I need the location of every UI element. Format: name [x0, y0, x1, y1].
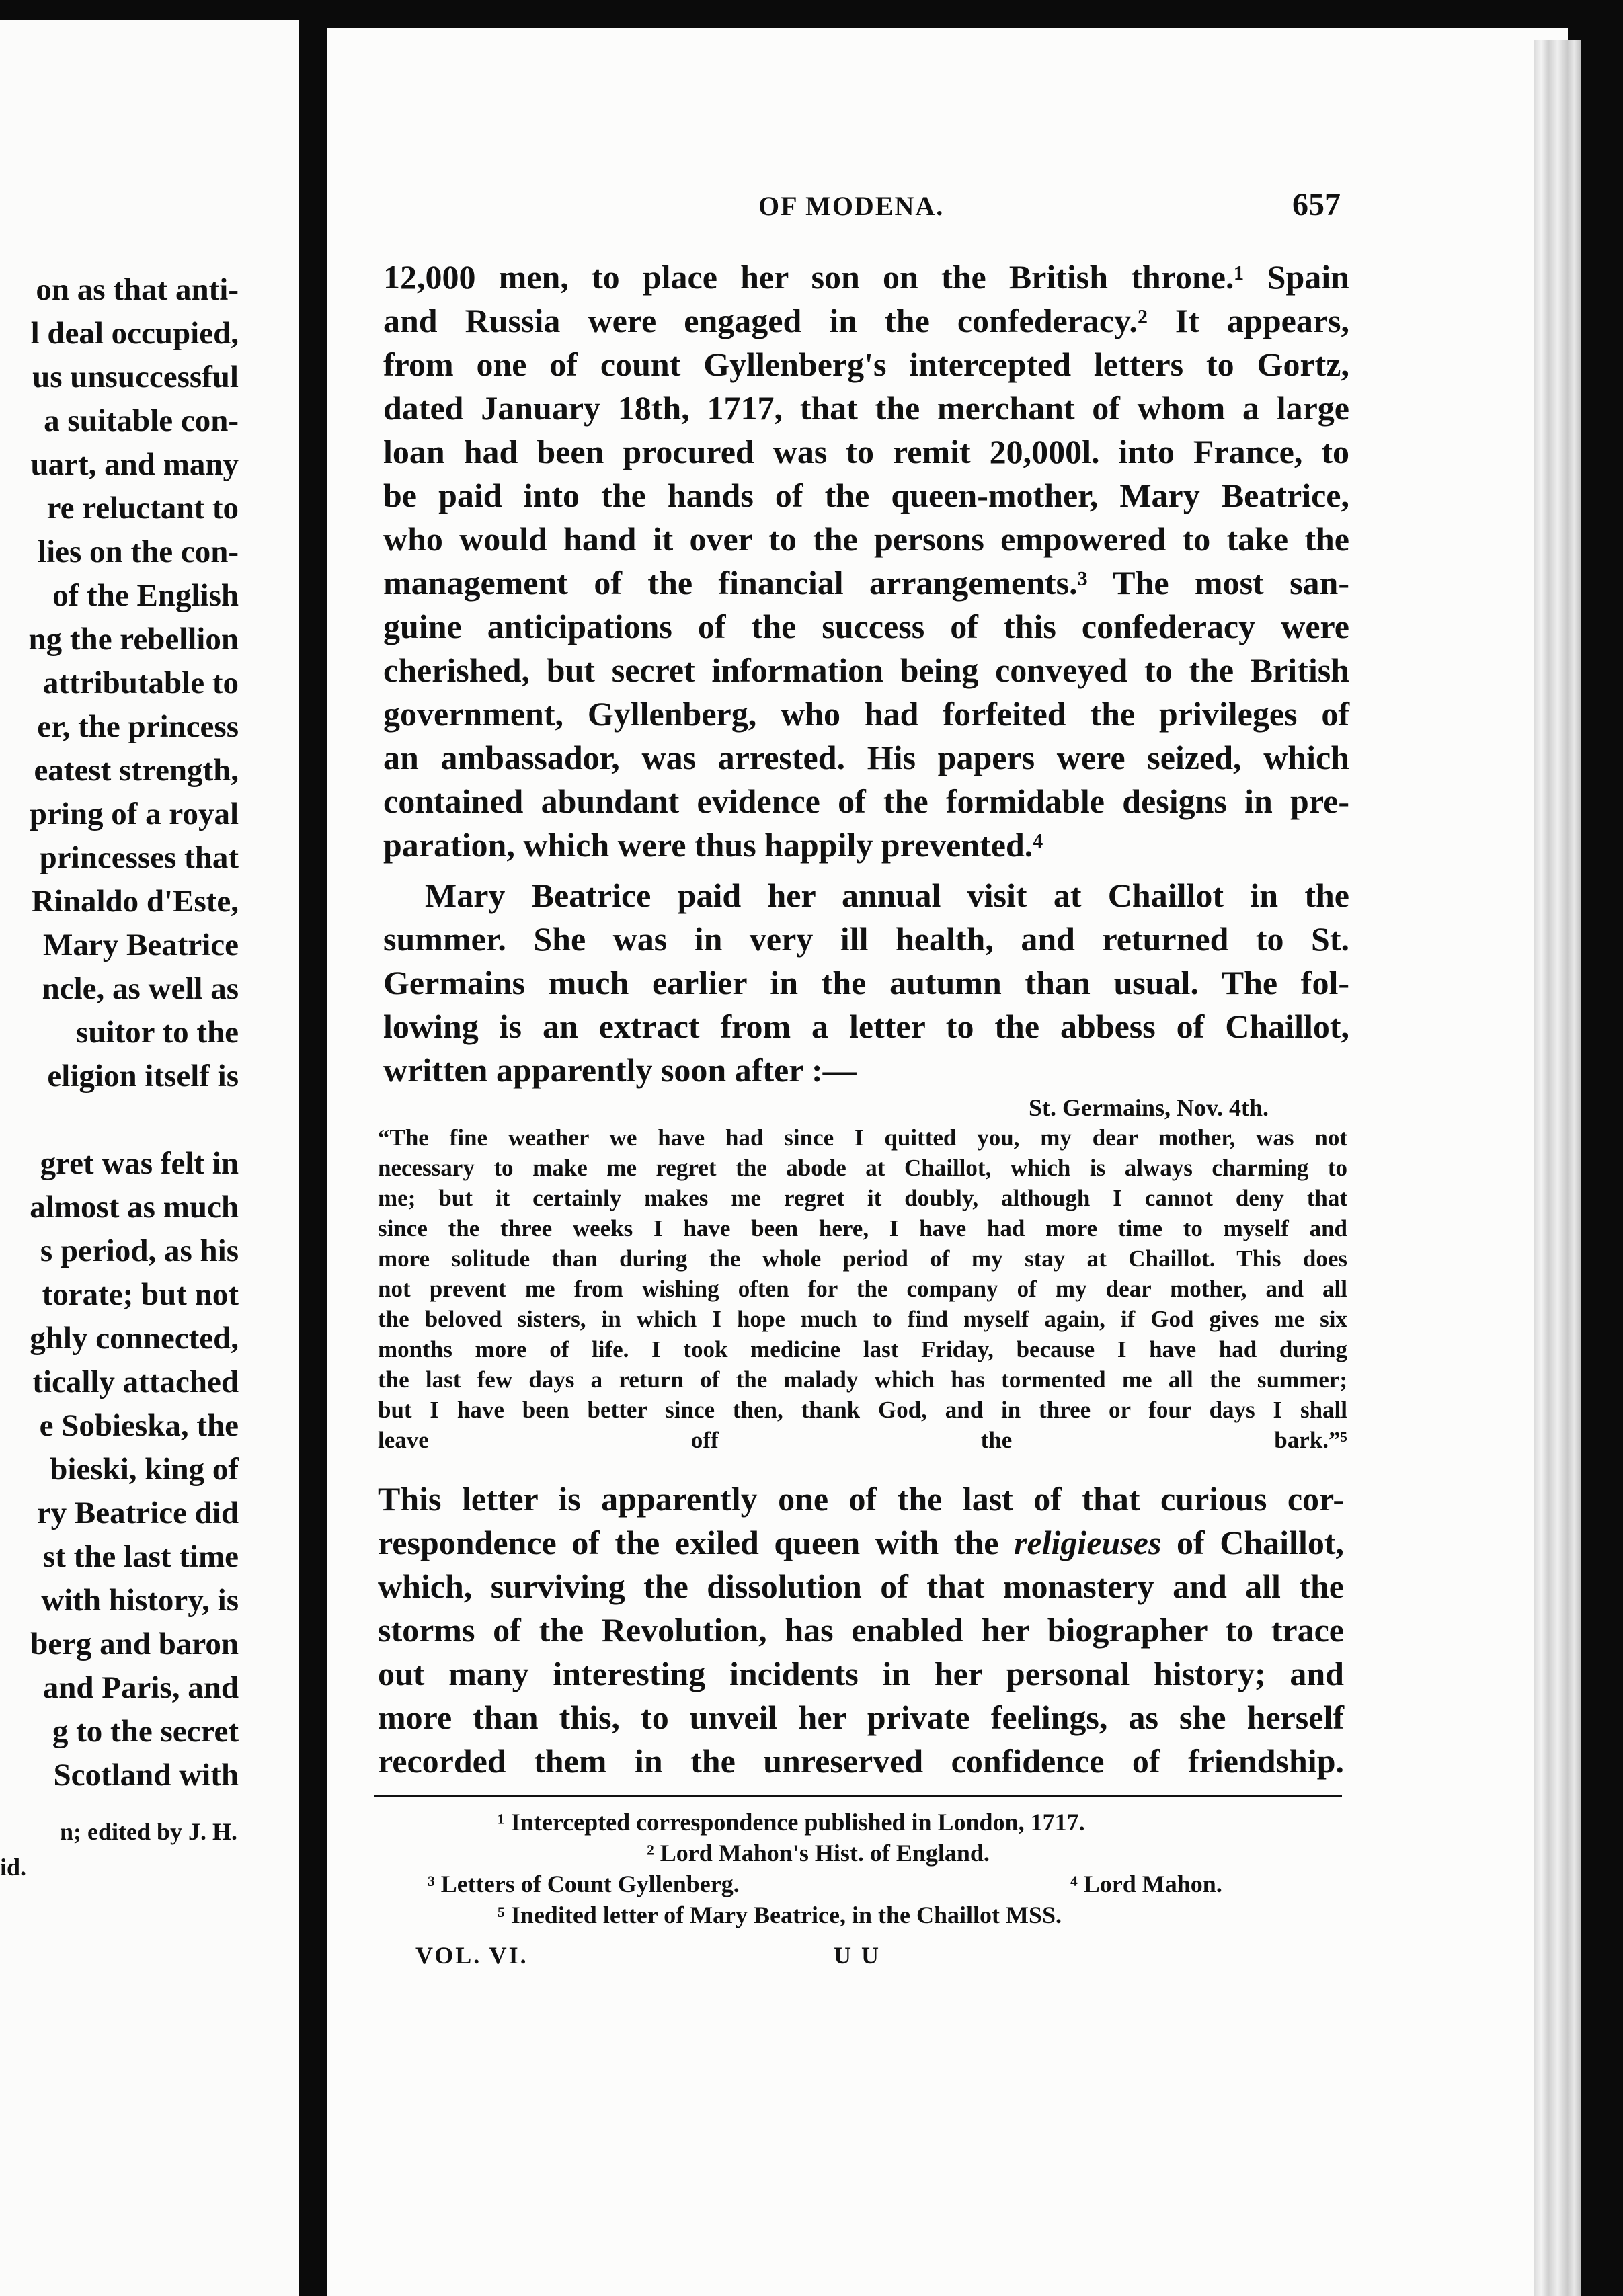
left-line: Scotland with: [53, 1758, 239, 1793]
left-line: us unsuccessful: [32, 360, 239, 395]
page-edge: [1534, 40, 1581, 2296]
footnote-5: ⁵ Inedited letter of Mary Beatrice, in the Chaillot MSS.: [498, 1901, 1062, 1928]
body-line: This letter is apparently one of the last of that curious cor-: [378, 1480, 1344, 1518]
letter-line: necessary to make me regret the abode at Chaillot, which is always charming to: [378, 1155, 1347, 1181]
book-gutter: [299, 0, 326, 2296]
letter-line: more solitude than during the whole period of my stay at Chaillot. This does: [378, 1245, 1347, 1272]
left-line: ncle, as well as: [42, 971, 239, 1006]
body-text: of Chaillot,: [1161, 1524, 1344, 1561]
letter-dateline: St. Germains, Nov. 4th.: [1029, 1094, 1269, 1121]
left-line: s period, as his: [40, 1233, 239, 1268]
body-line: written apparently soon after :—: [383, 1051, 857, 1089]
left-line: on as that anti-: [36, 272, 239, 307]
body-line: lowing is an extract from a letter to the abbess of Chaillot,: [383, 1008, 1349, 1045]
left-line: almost as much: [30, 1190, 239, 1225]
letter-line: “The fine weather we have had since I quitted you, my dear mother, was not: [378, 1124, 1347, 1151]
page-number: 657: [1292, 187, 1341, 222]
letter-line: the last few days a return of the malady which has tormented me all the summer;: [378, 1366, 1347, 1393]
body-line: out many interesting incidents in her personal history; and: [378, 1655, 1344, 1692]
footnote-3: ³ Letters of Count Gyllenberg.: [428, 1871, 740, 1897]
footnote-1: ¹ Intercepted correspondence published in London, 1717.: [498, 1809, 1085, 1836]
left-line: g to the secret: [52, 1714, 239, 1749]
letter-line: months more of life. I took medicine last Friday, because I have had during: [378, 1336, 1347, 1362]
left-line: berg and baron: [30, 1627, 239, 1662]
left-line: and Paris, and: [42, 1670, 239, 1705]
left-line: Mary Beatrice: [43, 928, 239, 962]
left-line: st the last time: [42, 1539, 239, 1574]
body-line: guine anticipations of the success of this confederacy were: [383, 608, 1349, 645]
body-line: government, Gyllenberg, who had forfeited the privileges of: [383, 695, 1349, 733]
letter-line: me; but it certainly makes me regret it doubly, although I cannot deny that: [378, 1185, 1347, 1211]
letter-line: leave off the bark.”⁵: [378, 1427, 1347, 1453]
left-line: bieski, king of: [50, 1452, 239, 1487]
left-line: suitor to the: [76, 1015, 239, 1050]
left-line: lies on the con-: [38, 534, 239, 569]
letter-line: the beloved sisters, in which I hope much to find myself again, if God gives me six: [378, 1306, 1347, 1332]
body-line: paration, which were thus happily prevented.⁴: [383, 826, 1043, 864]
left-line: ry Beatrice did: [36, 1495, 239, 1530]
footnote-2: ² Lord Mahon's Hist. of England.: [647, 1840, 990, 1867]
left-line: er, the princess: [37, 709, 239, 744]
left-line: pring of a royal: [29, 796, 239, 831]
body-line: which, surviving the dissolution of that monastery and all the: [378, 1567, 1344, 1605]
signature-mark: U U: [834, 1942, 881, 1969]
body-line: Mary Beatrice paid her annual visit at Chaillot in the: [425, 876, 1349, 914]
left-line: ghly connected,: [30, 1321, 239, 1356]
body-line: more than this, to unveil her private feelings, as she herself: [378, 1698, 1344, 1736]
body-line: and Russia were engaged in the confederacy.² It appears,: [383, 302, 1349, 339]
left-line: with history, is: [41, 1583, 239, 1618]
letter-line: but I have been better since then, thank God, and in three or four days I shall: [378, 1397, 1347, 1423]
body-line: storms of the Revolution, has enabled her biographer to trace: [378, 1611, 1344, 1649]
body-line: management of the financial arrangements.³ The most san-: [383, 564, 1349, 602]
left-line: Rinaldo d'Este,: [31, 884, 239, 919]
left-line: tically attached: [32, 1364, 239, 1399]
letter-line: not prevent me from wishing often for the company of my dear mother, and all: [378, 1276, 1347, 1302]
body-line: [378, 1526, 1344, 1559]
left-line: e Sobieska, the: [39, 1408, 239, 1443]
body-line: 12,000 men, to place her son on the British throne.¹ Spain: [383, 258, 1349, 296]
left-line: eligion itself is: [47, 1059, 239, 1094]
left-line: re reluctant to: [46, 491, 239, 526]
footnote-4: ⁴ Lord Mahon.: [1070, 1871, 1222, 1897]
body-line: be paid into the hands of the queen-mother, Mary Beatrice,: [383, 477, 1349, 514]
italic-term: religieuses: [1014, 1524, 1162, 1561]
body-line: dated January 18th, 1717, that the merchant of whom a large: [383, 389, 1349, 427]
left-line: gret was felt in: [40, 1146, 239, 1181]
left-line: of the English: [52, 578, 239, 613]
left-line: eatest strength,: [34, 753, 239, 788]
left-line: ng the rebellion: [28, 622, 239, 657]
left-line: attributable to: [42, 665, 239, 700]
body-line: an ambassador, was arrested. His papers were seized, which: [383, 739, 1349, 776]
footnote-rule: [374, 1795, 1342, 1797]
volume-signature: VOL. VI.: [415, 1942, 528, 1969]
left-line: l deal occupied,: [30, 316, 239, 351]
body-line: summer. She was in very ill health, and returned to St.: [383, 920, 1349, 958]
body-line: cherished, but secret information being conveyed to the British: [383, 651, 1349, 689]
body-line: Germains much earlier in the autumn than usual. The fol-: [383, 964, 1349, 1001]
body-line: from one of count Gyllenberg's intercepted letters to Gortz,: [383, 345, 1349, 383]
body-line: contained abundant evidence of the formidable designs in pre-: [383, 782, 1349, 820]
left-line: princesses that: [39, 840, 239, 875]
body-line: recorded them in the unreserved confidence of friendship.: [378, 1742, 1344, 1780]
left-footnote-line: n; edited by J. H.: [59, 1818, 237, 1845]
body-text: respondence of the exiled queen with the: [378, 1524, 1014, 1561]
left-footnote-line: id.: [0, 1854, 27, 1881]
left-line: uart, and many: [30, 447, 239, 482]
letter-line: since the three weeks I have been here, I have had more time to myself and: [378, 1215, 1347, 1241]
left-page: [0, 20, 299, 2296]
left-line: torate; but not: [42, 1277, 239, 1312]
body-line: who would hand it over to the persons empowered to take the: [383, 520, 1349, 558]
body-line: loan had been procured was to remit 20,000l. into France, to: [383, 433, 1349, 470]
running-header: OF MODENA.: [758, 191, 945, 221]
left-line: a suitable con-: [44, 403, 239, 438]
